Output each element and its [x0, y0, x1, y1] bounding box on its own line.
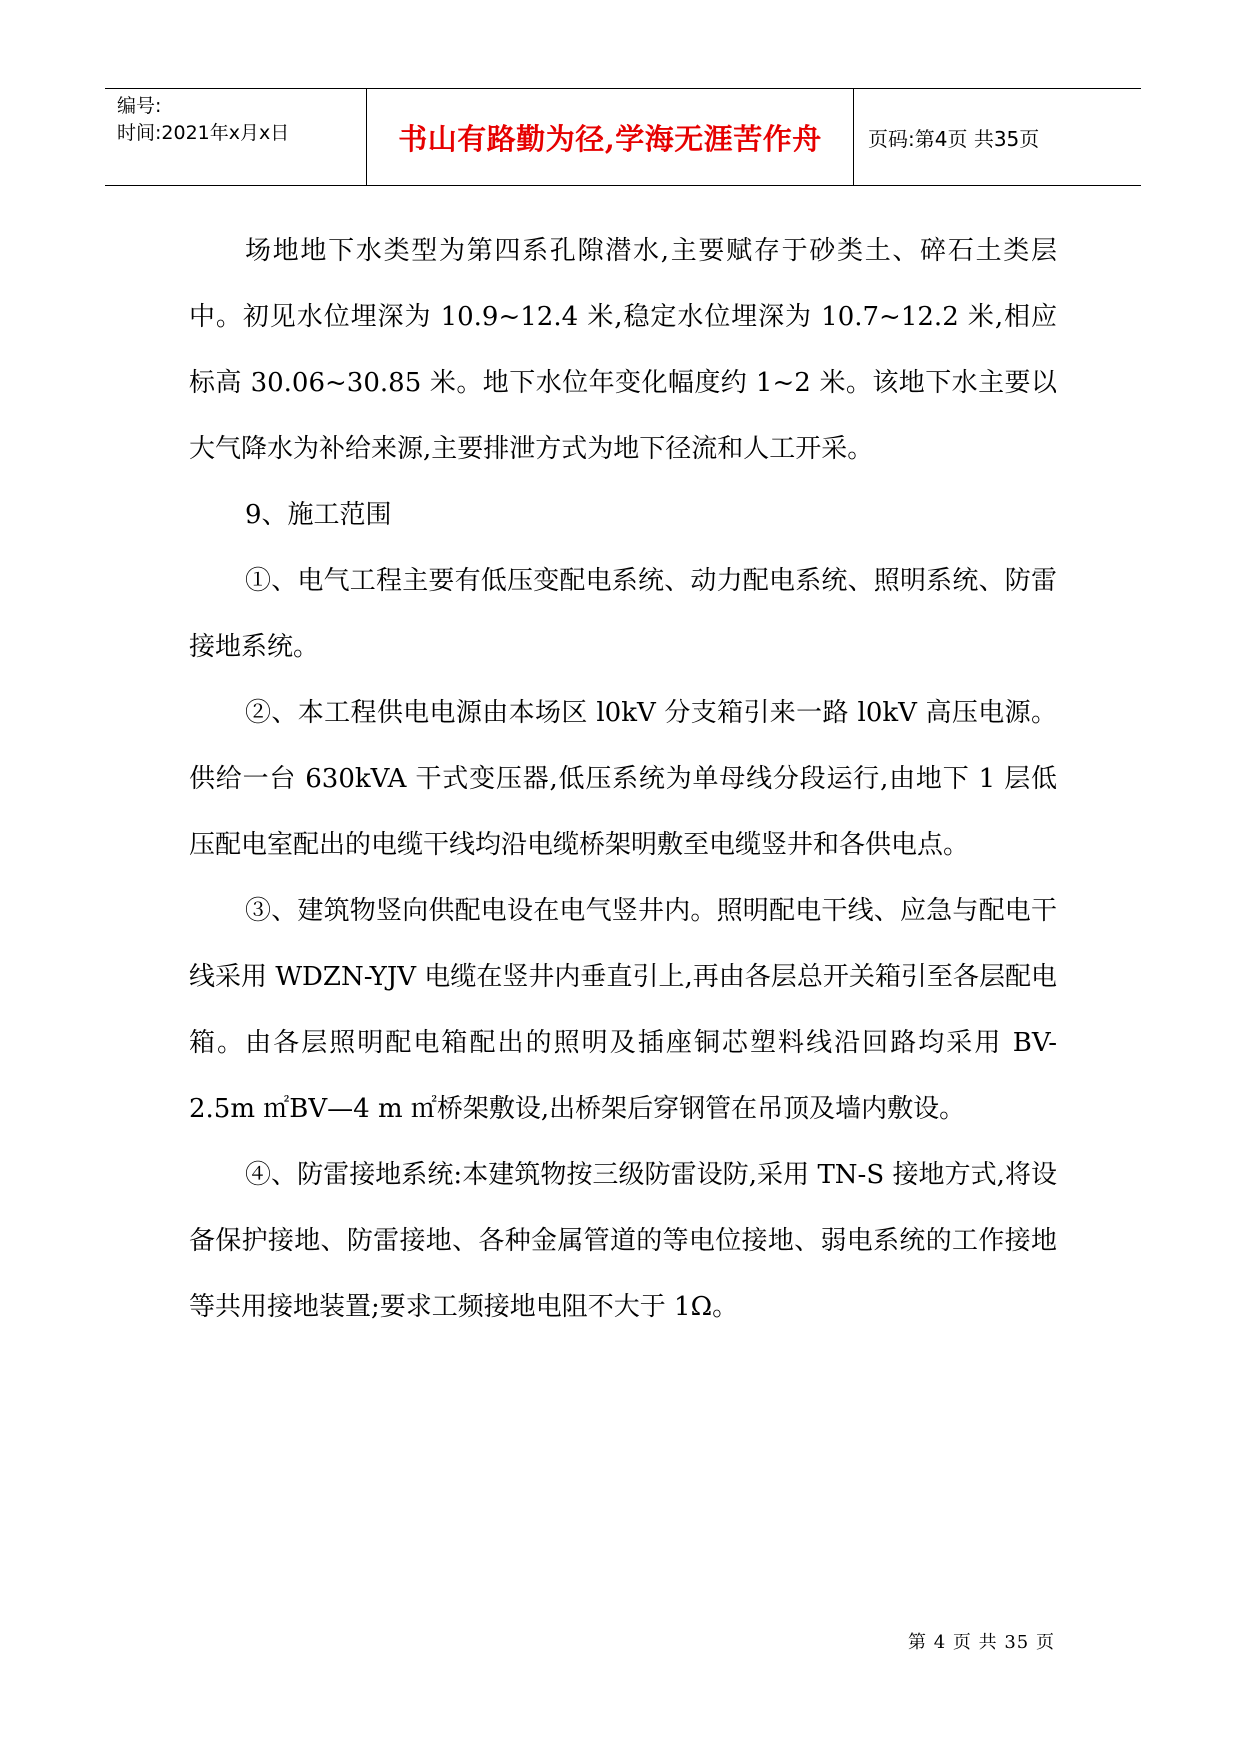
- section-heading-scope: 9、施工范围: [245, 500, 392, 530]
- paragraph-groundwater: 场地地下水类型为第四系孔隙潜水,主要赋存于砂类土、碎石土类层中。初见水位埋深为 10.9~12.4 米,稳定水位埋深为 10.7~12.2 米,相应标高 30.06~30.85 米。地下水位年变化幅度约 1~2 米。该地下水主要以大气降水为补给来源,主要排泄方式为地下径流和人工开采。: [189, 236, 1057, 464]
- header-motto: 书山有路勤为径,学海无涯苦作舟: [367, 89, 854, 185]
- document-time-label: 时间:2021年x月x日: [117, 122, 290, 144]
- document-number-label: 编号:: [117, 95, 162, 117]
- header-meta: [105, 89, 367, 185]
- paragraph-item-4: ④、防雷接地系统:本建筑物按三级防雷设防,采用 TN-S 接地方式,将设备保护接地、防雷接地、各种金属管道的等电位接地、弱电系统的工作接地等共用接地装置;要求工频接地电阻不大于 1Ω。: [189, 1160, 1057, 1322]
- paragraph-item-1: ①、电气工程主要有低压变配电系统、动力配电系统、照明系统、防雷接地系统。: [189, 566, 1057, 662]
- paragraph-item-2: ②、本工程供电电源由本场区 l0kV 分支箱引来一路 l0kV 高压电源。供给一台 630kVA 干式变压器,低压系统为单母线分段运行,由地下 1 层低压配电室配出的电缆干线均沿电缆桥架明敷至电缆竖井和各供电点。: [189, 698, 1057, 860]
- header-page-label: 页码:第4页 共35页: [868, 126, 1040, 151]
- page-header: [105, 88, 1141, 186]
- page-footer-number: 第 4 页 共 35 页: [908, 1632, 1055, 1653]
- document-body: [189, 218, 1057, 1340]
- paragraph-item-3: ③、建筑物竖向供配电设在电气竖井内。照明配电干线、应急与配电干线采用 WDZN-YJV 电缆在竖井内垂直引上,再由各层总开关箱引至各层配电箱。由各层照明配电箱配出的照明及插座铜芯塑料线沿回路均采用 BV-2.5m ㎡BV—4 m ㎡桥架敷设,出桥架后穿钢管在吊顶及墙内敷设。: [189, 896, 1057, 1124]
